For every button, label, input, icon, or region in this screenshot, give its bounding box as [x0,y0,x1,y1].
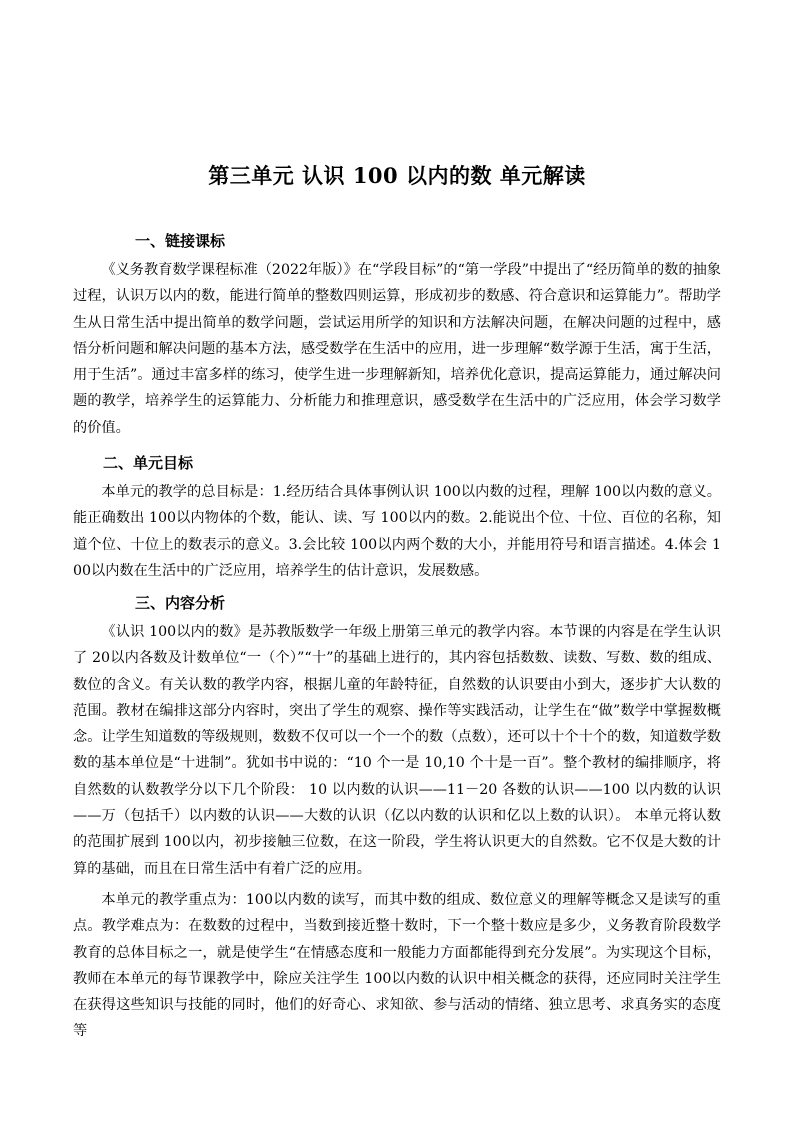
section-goals-paragraph: 本单元的教学的总目标是：1.经历结合具体事例认识 100以内数的过程，理解 100以内数的意义。能正确数出 100以内物体的个数，能认、读、写 100以内的数。2.能说出个位、十位、百位的名称，知道个位、十位上的数表示的意义。3.会比较 100以内两个数的大小，并能用符号和语言描述。4.体会 100以内数在生活中的广泛应用，培养学生的估计意识，发展数感。 [73,484,721,579]
section-heading-goals: 二、单元目标 [103,454,194,472]
section-curriculum-paragraph: 《义务教育数学课程标准（2022年版）》在“学段目标”的“第一学段”中提出了“经历简单的数的抽象过程，认识万以内的数，能进行简单的整数四则运算，形成初步的数感、符合意识和运算能力”。帮助学生从日常生活中提出简单的数学问题，尝试运用所学的知识和方法解决问题，在解决问题的过程中，感悟分析问题和解决问题的基本方法，感受数学在生活中的应用，进一步理解“数学源于生活，寓于生活，用于生活”。通过丰富多样的练习，使学生进一步理解新知，培养优化意识，提高运算能力，通过解决问题的教学，培养学生的运算能力、分析能力和推理意识，感受数学在生活中的广泛应用，体会学习数学的价值。 [73,262,721,436]
page-title: 第三单元 认识 100 以内的数 单元解读 [208,163,586,188]
section-content-paragraph-1: 《认识 100以内的数》是苏教版数学一年级上册第三单元的教学内容。本节课的内容是在学生认识了 20以内各数及计数单位“一（个）”“十”的基础上进行的，其内容包括数数、读数、写数、数的组成、数位的含义。有关认数的教学内容，根据儿童的年龄特征，自然数的认识要由小到大，逐步扩大认数的范围。教材在编排这部分内容时，突出了学生的观察、操作等实践活动，让学生在“做”数学中掌握数概念。让学生知道数的等级规则，数数不仅可以一个一个的数（点数），还可以十个十个的数，知道数学数数的基本单位是“十进制”。犹如书中说的：“10 个一是 10,10 个十是一百”。整个教材的编排顺序，将自然数的认数教学分以下几个阶段： 10 以内数的认识——11－20 各数的认识——100 以内数的认识——万（包括千）以内数的认识——大数的认识（亿以内数的认识和亿以上数的认识）。 本单元将认数的范围扩展到 100以内，初步接触三位数，在这一阶段，学生将认识更大的自然数。它不仅是大数的计算的基础，而且在日常生活中有着广泛的应用。 [73,624,721,877]
section-heading-curriculum: 一、链接课标 [135,232,226,250]
section-heading-content: 三、内容分析 [135,594,226,612]
section-content-paragraph-2: 本单元的教学重点为：100以内数的读写，而其中数的组成、数位意义的理解等概念又是读写的重点。教学难点为：在数数的过程中，当数到接近整十数时，下一个整十数应是多少，义务教育阶段数学教育的总体目标之一，就是使学生“在情感态度和一般能力方面都能得到充分发展”。为实现这个目标，教师在本单元的每节课教学中，除应关注学生 100以内数的认识中相关概念的获得，还应同时关注学生在获得这些知识与技能的同时，他们的好奇心、求知欲、参与活动的情绪、独立思考、求真务实的态度等 [73,892,721,1040]
